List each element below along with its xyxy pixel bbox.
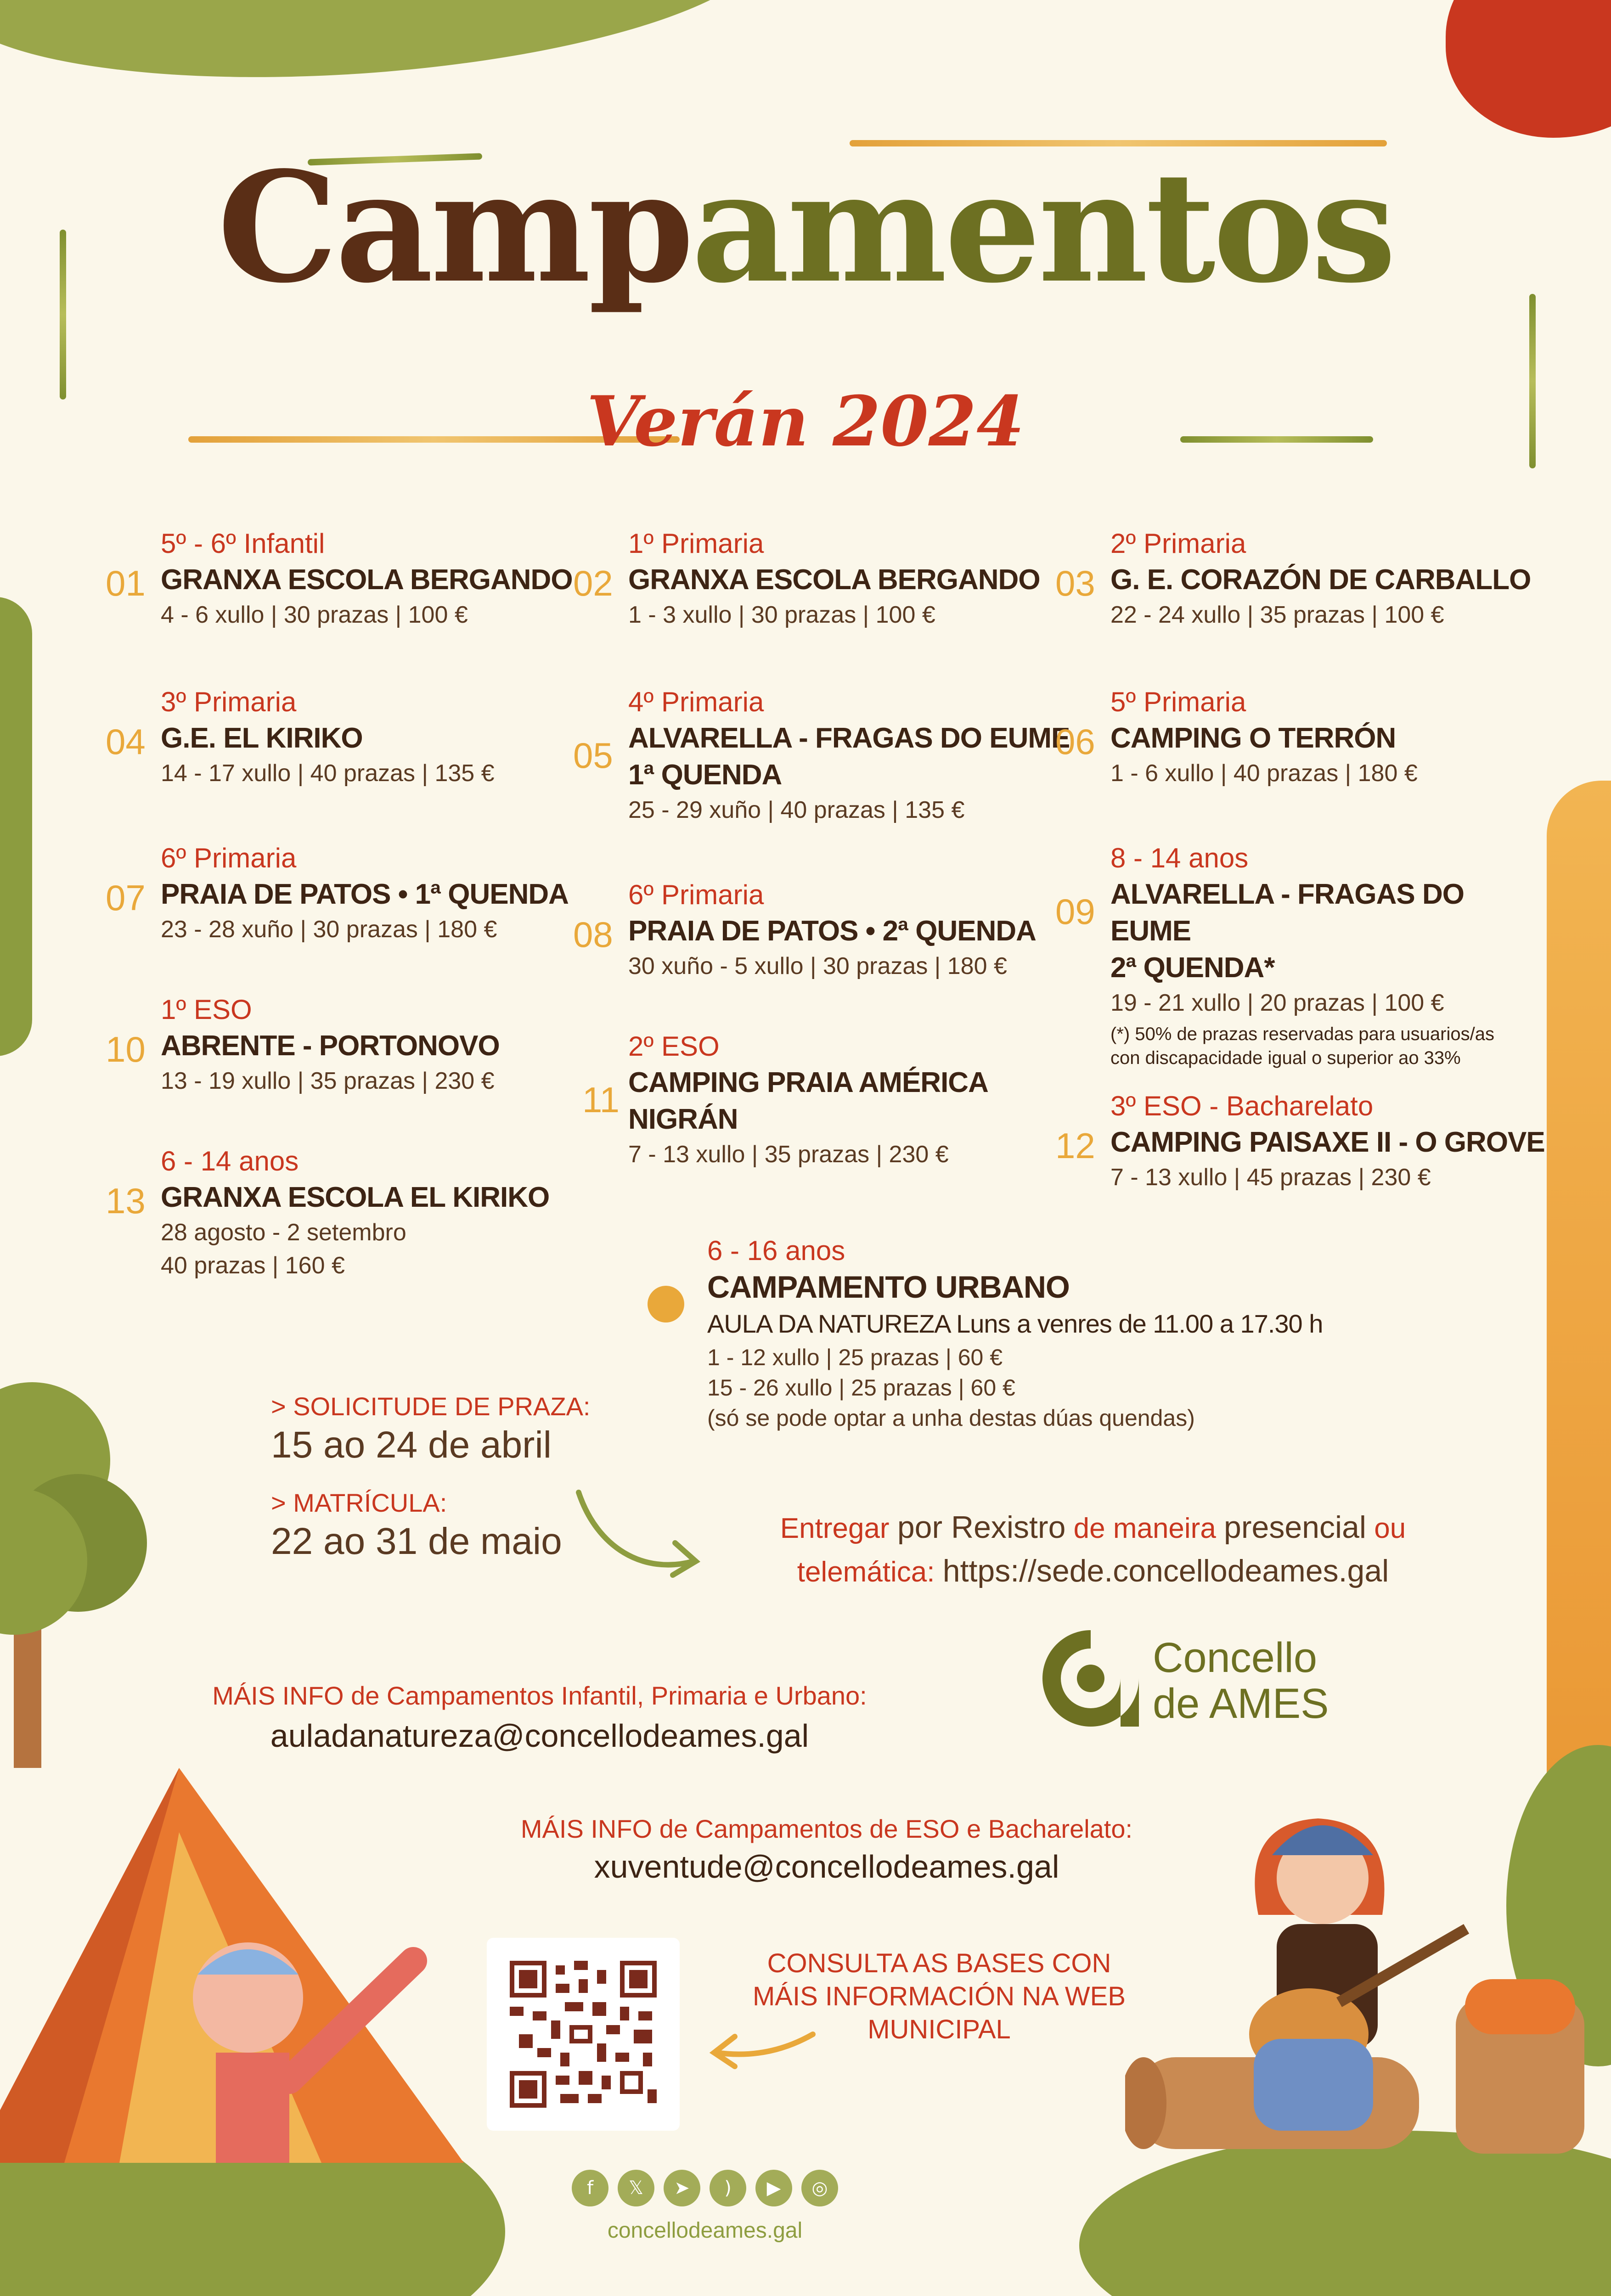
logo-text xyxy=(1153,1635,1329,1727)
solicitude-label: > SOLICITUDE DE PRAZA: xyxy=(271,1392,591,1421)
camp-level: 5º Primaria xyxy=(1110,687,1246,717)
matricula-label: > MATRÍCULA: xyxy=(271,1488,447,1517)
delivery-word: telemática: xyxy=(797,1556,935,1588)
qr-code-icon xyxy=(510,1961,657,2108)
camp-name: CAMPING PRAIA AMÉRICA xyxy=(628,1067,988,1098)
camp-item xyxy=(582,1029,1087,1171)
consult-line-3: MUNICIPAL xyxy=(867,2015,1011,2044)
delivery-word: ou xyxy=(1374,1513,1406,1544)
camp-info: 7 - 13 xullo | 35 prazas | 230 € xyxy=(628,1141,949,1168)
camp-info: 4 - 6 xullo | 30 prazas | 100 € xyxy=(161,602,468,628)
camp-number: 13 xyxy=(106,1181,146,1221)
camp-number: 03 xyxy=(1055,563,1095,603)
delivery-word: por Rexistro xyxy=(897,1510,1066,1545)
logo-line-2: de AMES xyxy=(1153,1680,1329,1727)
camp-item xyxy=(573,684,1087,827)
camp-name: GRANXA ESCOLA EL KIRIKO xyxy=(161,1182,550,1213)
camp-level: 2º ESO xyxy=(628,1031,720,1062)
urban-camp xyxy=(707,1233,1442,1433)
tent-illustration xyxy=(0,1759,482,2172)
camp-name: ALVARELLA - FRAGAS DO EUME xyxy=(1110,878,1465,947)
instagram-icon[interactable]: ◎ xyxy=(801,2170,838,2206)
camp-name: G. E. CORAZÓN DE CARBALLO xyxy=(1110,564,1531,596)
qr-code[interactable] xyxy=(487,1938,680,2131)
camp-level: 6 - 14 anos xyxy=(161,1146,299,1176)
camp-info: 1 - 6 xullo | 40 prazas | 180 € xyxy=(1110,760,1418,787)
camp-name: GRANXA ESCOLA BERGANDO xyxy=(161,564,573,596)
camp-name: PRAIA DE PATOS • 2ª QUENDA xyxy=(628,915,1036,947)
curved-arrow-icon xyxy=(569,1483,707,1589)
info-infantil-label: MÁIS INFO de Campamentos Infantil, Primaria e Urbano: xyxy=(212,1681,867,1710)
camp-item xyxy=(106,1143,620,1282)
camp-info: 19 - 21 xullo | 20 prazas | 100 € xyxy=(1110,990,1444,1016)
camp-number: 07 xyxy=(106,878,146,918)
camp-name-line-2: 2ª QUENDA* xyxy=(1110,952,1275,984)
camp-number: 09 xyxy=(1055,891,1095,932)
title-part-2: amentos xyxy=(691,138,1394,316)
matricula-date: 22 ao 31 de maio xyxy=(271,1520,562,1562)
consult-bases-text xyxy=(744,1947,1134,2046)
youtube-icon[interactable]: ▶ xyxy=(755,2170,792,2206)
urban-level: 6 - 16 anos xyxy=(707,1235,845,1266)
camp-number: 12 xyxy=(1055,1125,1095,1166)
delivery-word: presencial xyxy=(1224,1510,1366,1545)
camp-info-line-2: 40 prazas | 160 € xyxy=(161,1252,345,1279)
camp-number: 10 xyxy=(106,1029,146,1069)
camp-level: 4º Primaria xyxy=(628,687,764,717)
camp-info: 25 - 29 xuño | 40 prazas | 135 € xyxy=(628,797,965,823)
logo-line-1: Concello xyxy=(1153,1634,1317,1681)
camp-number: 02 xyxy=(573,563,613,603)
girl-guitar-illustration xyxy=(1125,1740,1607,2177)
delivery-info xyxy=(726,1506,1460,1593)
consult-line-2: MÁIS INFORMACIÓN NA WEB xyxy=(752,1981,1126,2011)
social-links xyxy=(572,2170,838,2211)
page-subtitle: Verán 2024 xyxy=(586,381,1025,462)
urban-camp-dot xyxy=(648,1286,684,1322)
camp-info: 28 agosto - 2 setembro xyxy=(161,1219,406,1246)
camp-name: GRANXA ESCOLA BERGANDO xyxy=(628,564,1040,596)
camp-number: 06 xyxy=(1055,721,1095,762)
camp-info: 30 xuño - 5 xullo | 30 prazas | 180 € xyxy=(628,953,1007,979)
camp-info: 23 - 28 xuño | 30 prazas | 180 € xyxy=(161,916,497,943)
top-green-blob xyxy=(0,0,778,102)
camp-level: 6º Primaria xyxy=(161,843,297,873)
x-icon[interactable]: 𝕏 xyxy=(618,2170,654,2206)
camp-item xyxy=(1055,1088,1570,1194)
urban-line-3: (só se pode optar a unha destas dúas quendas) xyxy=(707,1405,1195,1431)
telegram-icon[interactable]: ➤ xyxy=(664,2170,700,2206)
camp-info: 14 - 17 xullo | 40 prazas | 135 € xyxy=(161,760,495,787)
delivery-word: Entregar xyxy=(780,1513,890,1544)
info-eso-email[interactable]: xuventude@concellodeames.gal xyxy=(594,1849,1059,1885)
camp-number: 04 xyxy=(106,721,146,762)
camp-level: 3º ESO - Bacharelato xyxy=(1110,1091,1374,1121)
camp-level: 1º Primaria xyxy=(628,528,764,559)
camp-number: 11 xyxy=(582,1080,620,1120)
camp-number: 08 xyxy=(573,914,613,955)
camp-name: CAMPING PAISAXE II - O GROVE xyxy=(1110,1126,1545,1158)
camp-item xyxy=(106,526,620,631)
website-link[interactable]: concellodeames.gal xyxy=(607,2218,803,2243)
urban-name: CAMPAMENTO URBANO xyxy=(707,1270,1070,1305)
camp-name: G.E. EL KIRIKO xyxy=(161,722,363,754)
delivery-word: de maneira xyxy=(1073,1513,1216,1544)
info-infantil-email[interactable]: auladanatureza@concellodeames.gal xyxy=(270,1718,809,1754)
camp-name-line-2: NIGRÁN xyxy=(628,1103,738,1135)
camp-level: 5º - 6º Infantil xyxy=(161,528,325,559)
left-green-band xyxy=(0,597,32,1056)
camp-info: 13 - 19 xullo | 35 prazas | 230 € xyxy=(161,1068,495,1094)
camp-number: 05 xyxy=(573,735,613,776)
urban-line-1: 1 - 12 xullo | 25 prazas | 60 € xyxy=(707,1345,1003,1370)
camp-item xyxy=(573,526,1087,631)
camp-item xyxy=(1055,684,1570,790)
consult-line-1: CONSULTA AS BASES CON xyxy=(767,1948,1111,1978)
camp-number: 01 xyxy=(106,563,146,603)
camp-item xyxy=(106,840,620,946)
concello-ames-logo-icon xyxy=(1033,1621,1148,1736)
camp-info: 7 - 13 xullo | 45 prazas | 230 € xyxy=(1110,1164,1431,1191)
urban-line-2: 15 - 26 xullo | 25 prazas | 60 € xyxy=(707,1375,1015,1401)
page-title xyxy=(0,138,1611,316)
camp-item xyxy=(573,877,1087,983)
urban-place: AULA DA NATUREZA Luns a venres de 11.00 a 17.30 h xyxy=(707,1309,1323,1338)
camp-info: 1 - 3 xullo | 30 prazas | 100 € xyxy=(628,602,935,628)
camp-item xyxy=(106,992,620,1097)
camp-level: 6º Primaria xyxy=(628,879,764,910)
solicitude-date: 15 ao 24 de abril xyxy=(271,1424,552,1466)
top-red-blob xyxy=(1446,0,1611,138)
tree-illustration xyxy=(0,1368,211,1782)
camp-info: 22 - 24 xullo | 35 prazas | 100 € xyxy=(1110,602,1444,628)
facebook-icon[interactable]: f xyxy=(572,2170,608,2206)
title-part-1: Camp xyxy=(217,138,692,316)
camp-level: 8 - 14 anos xyxy=(1110,843,1249,873)
rss-icon[interactable]: ) xyxy=(710,2170,746,2206)
camp-level: 3º Primaria xyxy=(161,687,297,717)
camp-name: ALVARELLA - FRAGAS DO EUME xyxy=(628,722,1070,754)
camp-item xyxy=(1055,840,1524,1070)
camp-item xyxy=(1055,526,1570,631)
camp-item xyxy=(106,684,620,790)
delivery-url[interactable]: https://sede.concellodeames.gal xyxy=(942,1553,1389,1588)
camp-name: PRAIA DE PATOS • 1ª QUENDA xyxy=(161,878,569,910)
camp-level: 1º ESO xyxy=(161,994,252,1025)
camp-name: ABRENTE - PORTONOVO xyxy=(161,1030,500,1062)
camp-name-line-2: 1ª QUENDA xyxy=(628,759,782,791)
camp-name: CAMPING O TERRÓN xyxy=(1110,722,1396,754)
camp-note: (*) 50% de prazas reservadas para usuarios/as con discapacidade igual o superior ao 33% xyxy=(1110,1024,1494,1068)
info-eso-label: MÁIS INFO de Campamentos de ESO e Bacharelato: xyxy=(520,1814,1133,1843)
camp-level: 2º Primaria xyxy=(1110,528,1246,559)
